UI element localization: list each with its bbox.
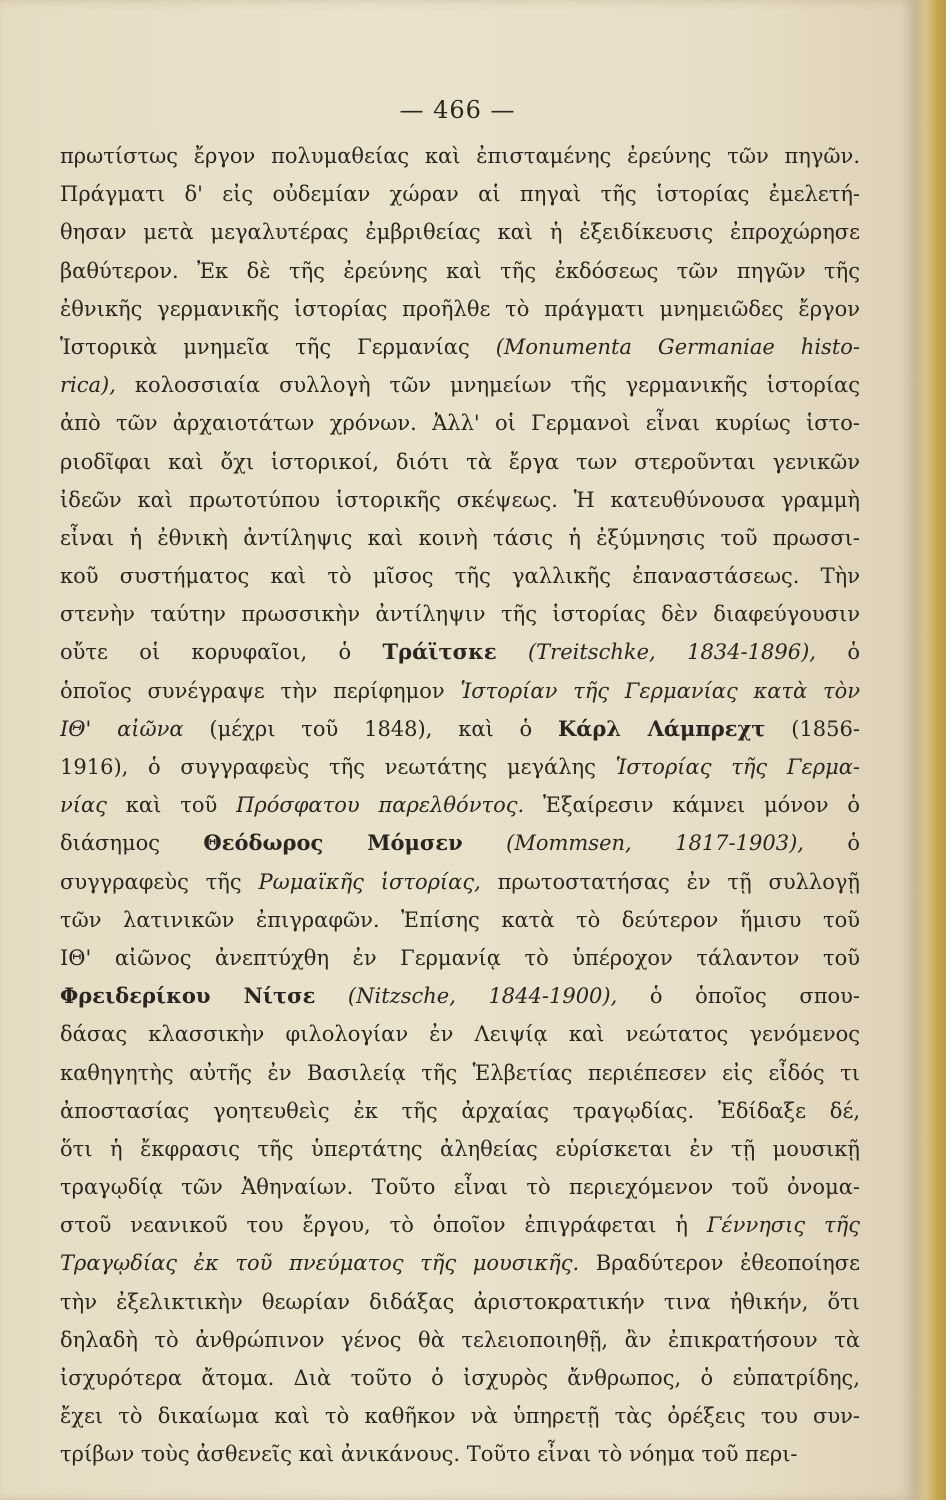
page-number: — 466 — xyxy=(399,96,516,124)
text-line xyxy=(60,710,860,748)
text-run: Φρειδερίκου Νίτσε xyxy=(60,983,316,1009)
text-run: Τράϊτσκε xyxy=(382,639,497,665)
text-run: Ἱστορίας τῆς Γερμα- xyxy=(615,755,860,779)
text-line xyxy=(60,481,860,519)
text-line xyxy=(60,1283,860,1321)
text-line xyxy=(60,557,860,595)
page-edge xyxy=(915,0,946,1500)
text-run: ΙΘ' αἰῶνα xyxy=(60,716,184,741)
text-run: (Mommsen, 1817-1903), xyxy=(506,831,804,856)
text-run: δάσας κλασσικὴν φιλολογίαν ἐν Λειψίᾳ καὶ νεώτατος γενόμενος xyxy=(60,1022,860,1047)
text-run: ριοδῖφαι καὶ ὄχι ἱστορικοί, διότι τὰ ἔργα των στεροῦνται γενικῶν xyxy=(60,449,860,474)
text-run: Ρωμαϊκῆς ἱστορίας, xyxy=(258,869,481,894)
text-line xyxy=(60,290,860,328)
text-line xyxy=(60,1130,860,1168)
text-line xyxy=(60,366,860,404)
text-run: θησαν μετὰ μεγαλυτέρας ἐμβριθείας καὶ ἡ ἐξειδίκευσις ἐπροχώρησε xyxy=(60,220,860,245)
text-run: (Monumenta Germaniae histo- xyxy=(495,334,860,359)
text-run: ἀπὸ τῶν ἀρχαιοτάτων χρόνων. Ἀλλ' οἱ Γερμανοὶ εἶναι κυρίως ἱστο- xyxy=(60,411,860,436)
text-run: (μέχρι τοῦ 1848), καὶ ὁ xyxy=(183,716,559,741)
text-line xyxy=(60,672,860,710)
text-line xyxy=(60,519,860,557)
text-run xyxy=(463,831,506,855)
text-run: (Nitzsche, 1844-1900), xyxy=(347,984,618,1009)
text-line xyxy=(60,977,860,1015)
text-run: ὁ ὁποῖος σπου- xyxy=(617,984,860,1009)
body-text xyxy=(60,137,860,1474)
text-line xyxy=(60,939,860,977)
text-run: τὴν ἐξελικτικὴν θεωρίαν διδάξας ἀριστοκρατικήν τινα ἠθικήν, ὅτι xyxy=(60,1289,860,1314)
text-run: Ἱστορικὰ μνημεῖα τῆς Γερμανίας xyxy=(60,334,496,359)
text-run: ὁποῖος συνέγραψε τὴν περίφημον xyxy=(60,678,461,703)
text-run: ἔχει τὸ δικαίωμα καὶ τὸ καθῆκον νὰ ὑπηρετῇ τὰς ὀρέξεις του συν- xyxy=(60,1404,860,1429)
text-run: Ἐξαίρεσιν κάμνει μόνον ὁ xyxy=(524,793,860,818)
text-run: Ἱστορίαν τῆς Γερμανίας κατὰ τὸν xyxy=(460,678,860,703)
text-line xyxy=(60,1054,860,1092)
text-run: κολοσσιαία συλλογὴ τῶν μνημείων τῆς γερμανικῆς ἱστορίας xyxy=(115,373,860,398)
text-run: ὅτι ἡ ἔκφρασις τῆς ὑπερτάτης ἀληθείας εὑρίσκεται ἐν τῇ μουσικῇ xyxy=(60,1136,860,1161)
text-run: ὁ xyxy=(815,640,860,665)
text-run: ἀποστασίας γοητευθεὶς ἐκ τῆς ἀρχαίας τραγῳδίας. Ἐδίδαξε δέ, xyxy=(60,1098,860,1123)
text-line xyxy=(60,443,860,481)
text-run: νίας xyxy=(60,793,107,818)
text-run: στενὴν ταύτην πρωσσικὴν ἀντίληψιν τῆς ἱστορίας δὲν διαφεύγουσιν xyxy=(60,602,860,627)
text-run: βαθύτερον. Ἐκ δὲ τῆς ἐρεύνης καὶ τῆς ἐκδόσεως τῶν πηγῶν τῆς xyxy=(60,258,860,283)
text-run: Θεόδωρος Μόμσεν xyxy=(203,830,463,856)
text-run: Γέννησις τῆς xyxy=(706,1213,860,1238)
text-run xyxy=(315,984,348,1008)
text-line xyxy=(60,863,860,901)
text-run: τραγῳδίᾳ τῶν Ἀθηναίων. Τοῦτο εἶναι τὸ περιεχόμενον τοῦ ὀνομα- xyxy=(60,1175,860,1200)
text-run: ἰσχυρότερα ἄτομα. Διὰ τοῦτο ὁ ἰσχυρὸς ἄνθρωπος, ὁ εὐπατρίδης, xyxy=(60,1366,860,1390)
text-line xyxy=(60,1168,860,1206)
text-run: ἰδεῶν καὶ πρωτοτύπου ἱστορικῆς σκέψεως. Ἡ κατευθύνουσα γραμμὴ xyxy=(60,487,860,512)
text-run: πρωτίστως ἔργον πολυμαθείας καὶ ἐπισταμένης ἐρεύνης τῶν πηγῶν. xyxy=(60,144,860,168)
text-line xyxy=(60,1435,860,1473)
text-line xyxy=(60,1359,860,1397)
text-run: rica), xyxy=(60,373,116,398)
text-line xyxy=(60,1015,860,1053)
text-run: ὁ xyxy=(803,831,860,856)
text-line xyxy=(60,901,860,939)
text-run: δηλαδὴ τὸ ἀνθρώπινον γένος θὰ τελειοποιηθῇ, ἂν ἐπικρατήσουν τὰ xyxy=(60,1327,860,1352)
text-run: 1916), ὁ συγγραφεὺς τῆς νεωτάτης μεγάλης xyxy=(60,755,616,779)
text-run: τρίβων τοὺς ἀσθενεῖς καὶ ἀνικάνους. Τοῦτο εἶναι τὸ νόημα τοῦ περι- xyxy=(60,1442,798,1467)
text-run: εἶναι ἡ ἐθνικὴ ἀντίληψις καὶ κοινὴ τάσις ἡ ἐξύμνησις τοῦ πρωσσι- xyxy=(60,525,860,550)
text-line xyxy=(60,252,860,290)
text-run: ἐθνικῆς γερμανικῆς ἱστορίας προῆλθε τὸ πράγματι μνημειῶδες ἔργον xyxy=(60,296,860,321)
text-line xyxy=(60,137,860,175)
text-run: (1856- xyxy=(765,716,860,741)
text-line xyxy=(60,633,860,671)
text-line xyxy=(60,175,860,213)
text-line xyxy=(60,595,860,633)
text-line xyxy=(60,748,860,786)
text-line xyxy=(60,1244,860,1282)
text-run: Κάρλ Λάμπρεχτ xyxy=(558,715,766,741)
text-run: ΙΘ' αἰῶνος ἀνεπτύχθη ἐν Γερμανίᾳ τὸ ὑπέροχον τάλαντον τοῦ xyxy=(60,945,860,970)
text-line xyxy=(60,404,860,442)
text-run: Τραγῳδίας ἐκ τοῦ πνεύματος τῆς μουσικῆς. xyxy=(60,1251,580,1276)
text-run: (Treitschke, 1834-1896), xyxy=(527,640,816,665)
text-line xyxy=(60,1397,860,1435)
text-run: καὶ τοῦ xyxy=(106,793,237,818)
text-run: διάσημος xyxy=(60,831,204,856)
text-line xyxy=(60,1321,860,1359)
text-line xyxy=(60,786,860,824)
text-run: τῶν λατινικῶν ἐπιγραφῶν. Ἐπίσης κατὰ τὸ δεύτερον ἥμισυ τοῦ xyxy=(60,907,860,932)
text-run: καθηγητὴς αὐτῆς ἐν Βασιλείᾳ τῆς Ἑλβετίας περιέπεσεν εἰς εἶδός τι xyxy=(60,1060,860,1085)
text-run: πρωτοστατήσας ἐν τῇ συλλογῇ xyxy=(480,869,860,894)
text-run: οὔτε οἱ κορυφαῖοι, ὁ xyxy=(60,640,383,665)
text-run xyxy=(497,640,528,664)
text-line xyxy=(60,1206,860,1244)
text-line xyxy=(60,824,860,862)
text-run: στοῦ νεανικοῦ του ἔργου, τὸ ὁποῖον ἐπιγράφεται ἡ xyxy=(60,1213,707,1238)
text-run: Πράγματι δ' εἰς οὐδεμίαν χώραν αἱ πηγαὶ τῆς ἱστορίας ἐμελετή- xyxy=(60,182,860,207)
text-run: κοῦ συστήματος καὶ τὸ μῖσος τῆς γαλλικῆς ἐπαναστάσεως. Τὴν xyxy=(60,564,860,589)
text-run: συγγραφεὺς τῆς xyxy=(60,869,259,894)
text-run: Πρόσφατου παρελθόντος. xyxy=(236,793,525,818)
text-run: Βραδύτερον ἐθεοποίησε xyxy=(579,1251,860,1276)
text-line xyxy=(60,1092,860,1130)
text-line xyxy=(60,213,860,251)
text-line xyxy=(60,328,860,366)
